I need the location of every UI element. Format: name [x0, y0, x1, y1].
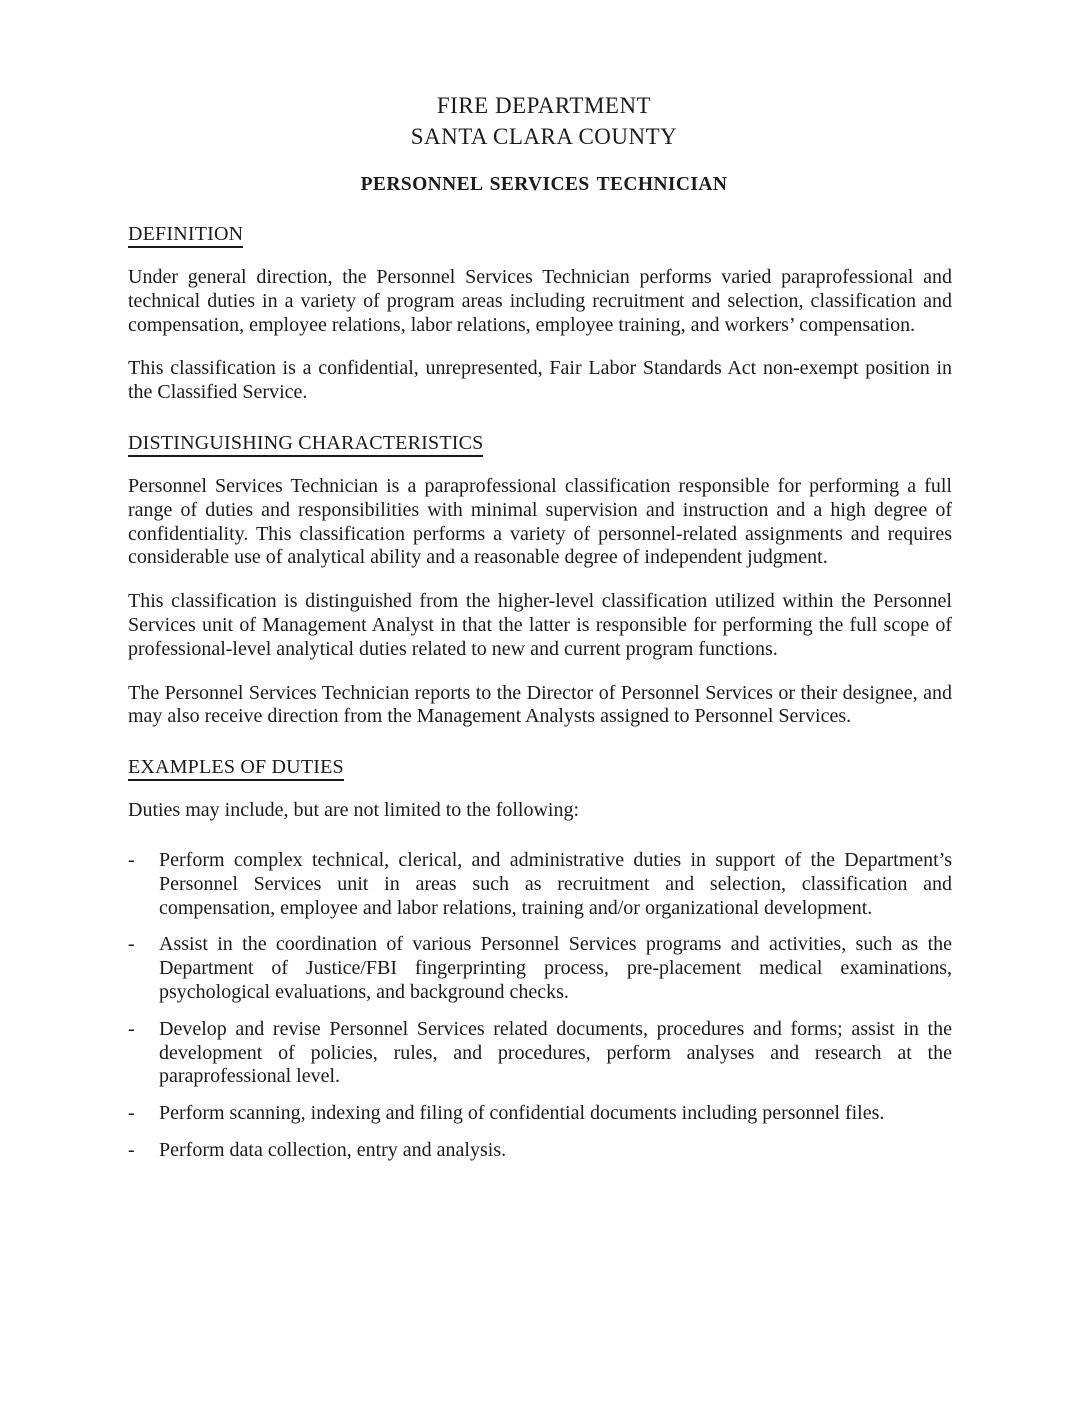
org-name-county: SANTA CLARA COUNTY [410, 124, 678, 149]
bullet-text: Perform data collection, entry and analysis. [159, 1138, 507, 1161]
list-item [128, 849, 952, 920]
bullet-marker: - [128, 848, 135, 871]
bullet-text: Develop and revise Personnel Services related documents, procedures and forms; assist in the development of policies, rules, and procedures, perform analyses and research at the paraprofessional level. [159, 1017, 952, 1088]
section-heading-definition [128, 222, 952, 246]
document-body [128, 222, 952, 1163]
section-heading-text: DEFINITION [128, 223, 243, 248]
section-heading-examples-of-duties [128, 755, 952, 779]
section-heading-text: DISTINGUISHING CHARACTERISTICS [128, 432, 483, 457]
job-title: PERSONNEL SERVICES TECHNICIAN [360, 174, 728, 195]
paragraph-definition-2: This classification is a confidential, unrepresented, Fair Labor Standards Act non-exempt position in the Classified Service. [128, 357, 952, 404]
bullet-text: Perform scanning, indexing and filing of confidential documents including personnel files. [159, 1102, 885, 1125]
org-name-fire-department: FIRE DEPARTMENT [436, 93, 652, 118]
list-item [128, 1102, 952, 1126]
paragraph-distinguishing-3: The Personnel Services Technician reports to the Director of Personnel Services or their designee, and may also receive direction from the Management Analysts assigned to Personnel Services. [128, 681, 952, 728]
section-heading-distinguishing-characteristics [128, 431, 952, 455]
list-item [128, 1018, 952, 1089]
bullet-text: Assist in the coordination of various Personnel Services programs and activities, such as the Department of Justice/FBI fingerprinting process, pre-placement medical examinations, psychological evaluations, and background checks. [159, 933, 952, 1003]
paragraph-definition-1: Under general direction, the Personnel Services Technician performs varied paraprofessional and technical duties in a variety of program areas including recruitment and selection, classification and compensation, employee relations, labor relations, employee training, and workers’ compensation. [128, 266, 952, 336]
bullet-marker: - [128, 1102, 135, 1125]
list-item [128, 933, 952, 1004]
bullet-marker: - [128, 1017, 135, 1040]
bullet-marker: - [128, 933, 135, 956]
bullet-marker: - [128, 1138, 135, 1161]
duties-list [128, 849, 952, 1163]
paragraph-duties-intro: Duties may include, but are not limited to the following: [128, 799, 580, 822]
list-item [128, 1139, 952, 1163]
bullet-text: Perform complex technical, clerical, and administrative duties in support of the Department’s Personnel Services unit in areas such as recruitment and selection, classification and compensation, employee and labor relations, training and/or organizational development. [159, 848, 952, 919]
section-heading-text: EXAMPLES OF DUTIES [128, 756, 344, 781]
paragraph-distinguishing-1: Personnel Services Technician is a paraprofessional classification responsible for performing a full range of duties and responsibilities with minimal supervision and instruction and a high degree of confidentiality. This classification performs a variety of personnel-related assignments and requires considerable use of analytical ability and a reasonable degree of independent judgment. [128, 474, 952, 569]
document-header [0, 90, 1088, 196]
paragraph-distinguishing-2: This classification is distinguished from the higher-level classification utilized within the Personnel Services unit of Management Analyst in that the latter is responsible for performing the full scope of professional-level analytical duties related to new and current program functions. [128, 590, 952, 660]
